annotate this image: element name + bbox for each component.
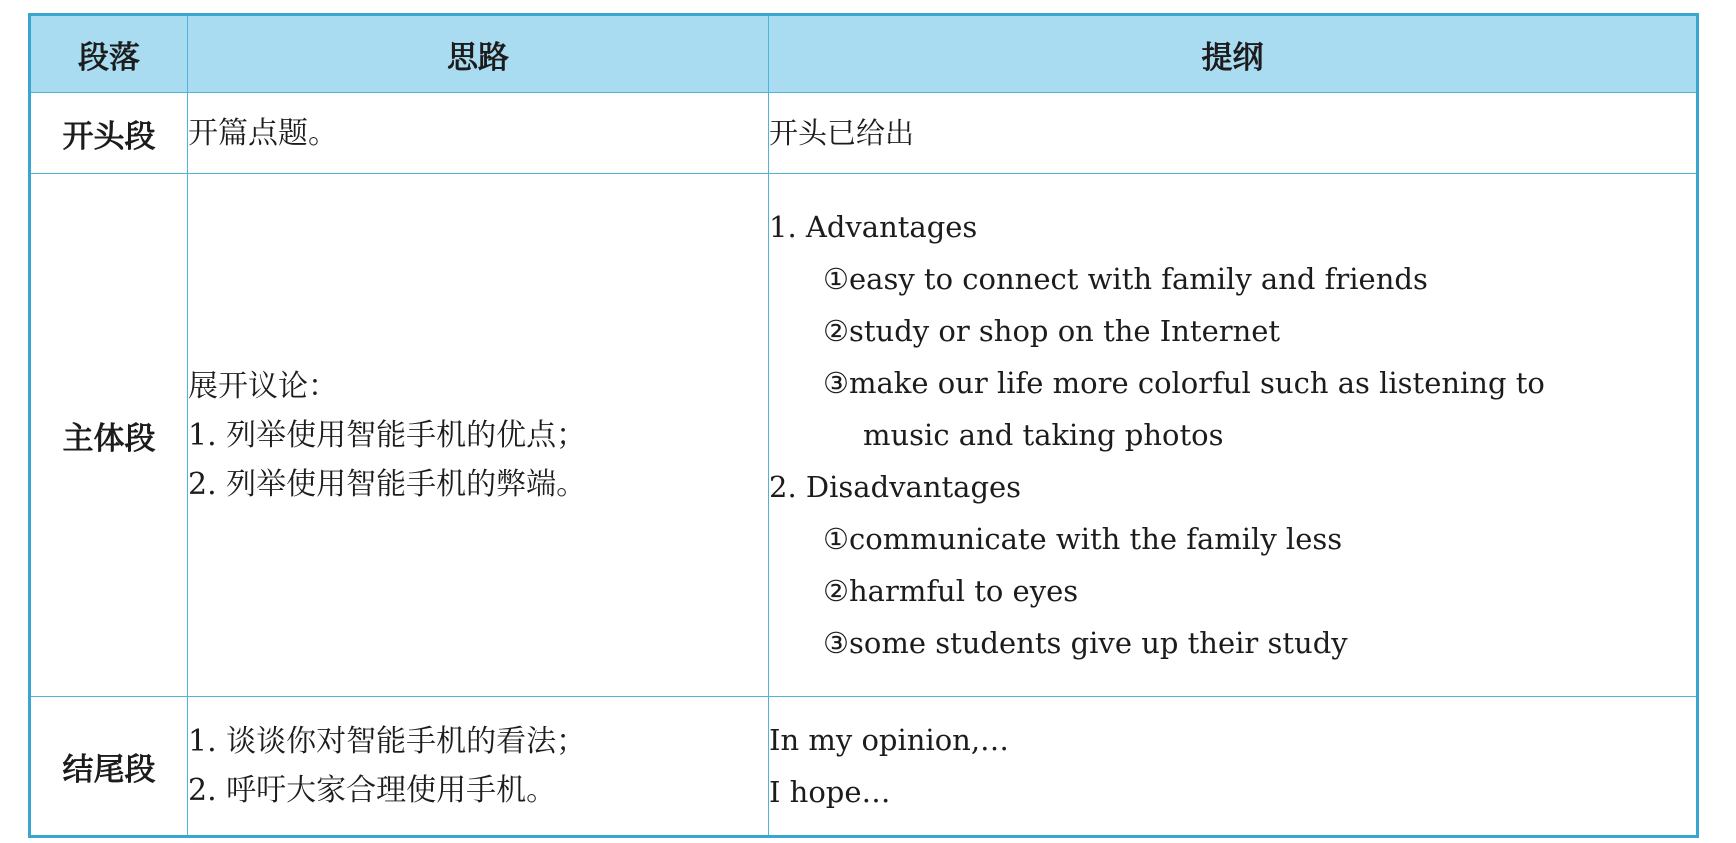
table-header-row [30, 15, 1698, 93]
outline-line: I hope… [769, 775, 891, 809]
idea-line: 2. 列举使用智能手机的弊端。 [188, 466, 587, 502]
idea-line: 开篇点题。 [188, 115, 338, 151]
advantage-item: ①easy to connect with family and friends [823, 262, 1428, 296]
outline-line: In my opinion,… [769, 723, 1010, 757]
outline-line: 开头已给出 [769, 116, 915, 150]
advantages-title: 1. Advantages [769, 210, 978, 244]
header-idea: 思路 [188, 15, 769, 93]
writing-outline-table [28, 13, 1699, 838]
disadvantage-item: ③some students give up their study [823, 626, 1348, 660]
header-section: 段落 [30, 15, 188, 93]
idea-ending [188, 697, 769, 837]
table-row-ending [30, 697, 1698, 837]
header-outline: 提纲 [769, 15, 1698, 93]
advantage-item: ③make our life more colorful such as listening to [823, 366, 1545, 400]
section-ending: 结尾段 [30, 697, 188, 837]
table-row-opening [30, 93, 1698, 174]
idea-line: 1. 谈谈你对智能手机的看法； [188, 724, 587, 759]
section-body: 主体段 [30, 174, 188, 697]
advantage-item-continuation: music and taking photos [863, 418, 1224, 452]
disadvantage-item: ①communicate with the family less [823, 522, 1343, 556]
outline-opening [769, 93, 1698, 174]
idea-body [188, 174, 769, 697]
idea-line: 1. 列举使用智能手机的优点； [188, 417, 587, 453]
idea-opening [188, 93, 769, 174]
disadvantages-title: 2. Disadvantages [769, 470, 1022, 504]
outline-ending [769, 697, 1698, 837]
table-row-body [30, 174, 1698, 697]
outline-body [769, 174, 1698, 697]
section-opening: 开头段 [30, 93, 188, 174]
disadvantage-item: ②harmful to eyes [823, 574, 1079, 608]
idea-line: 展开议论： [188, 368, 338, 404]
idea-line: 2. 呼吁大家合理使用手机。 [188, 773, 557, 808]
advantage-item: ②study or shop on the Internet [823, 314, 1281, 348]
